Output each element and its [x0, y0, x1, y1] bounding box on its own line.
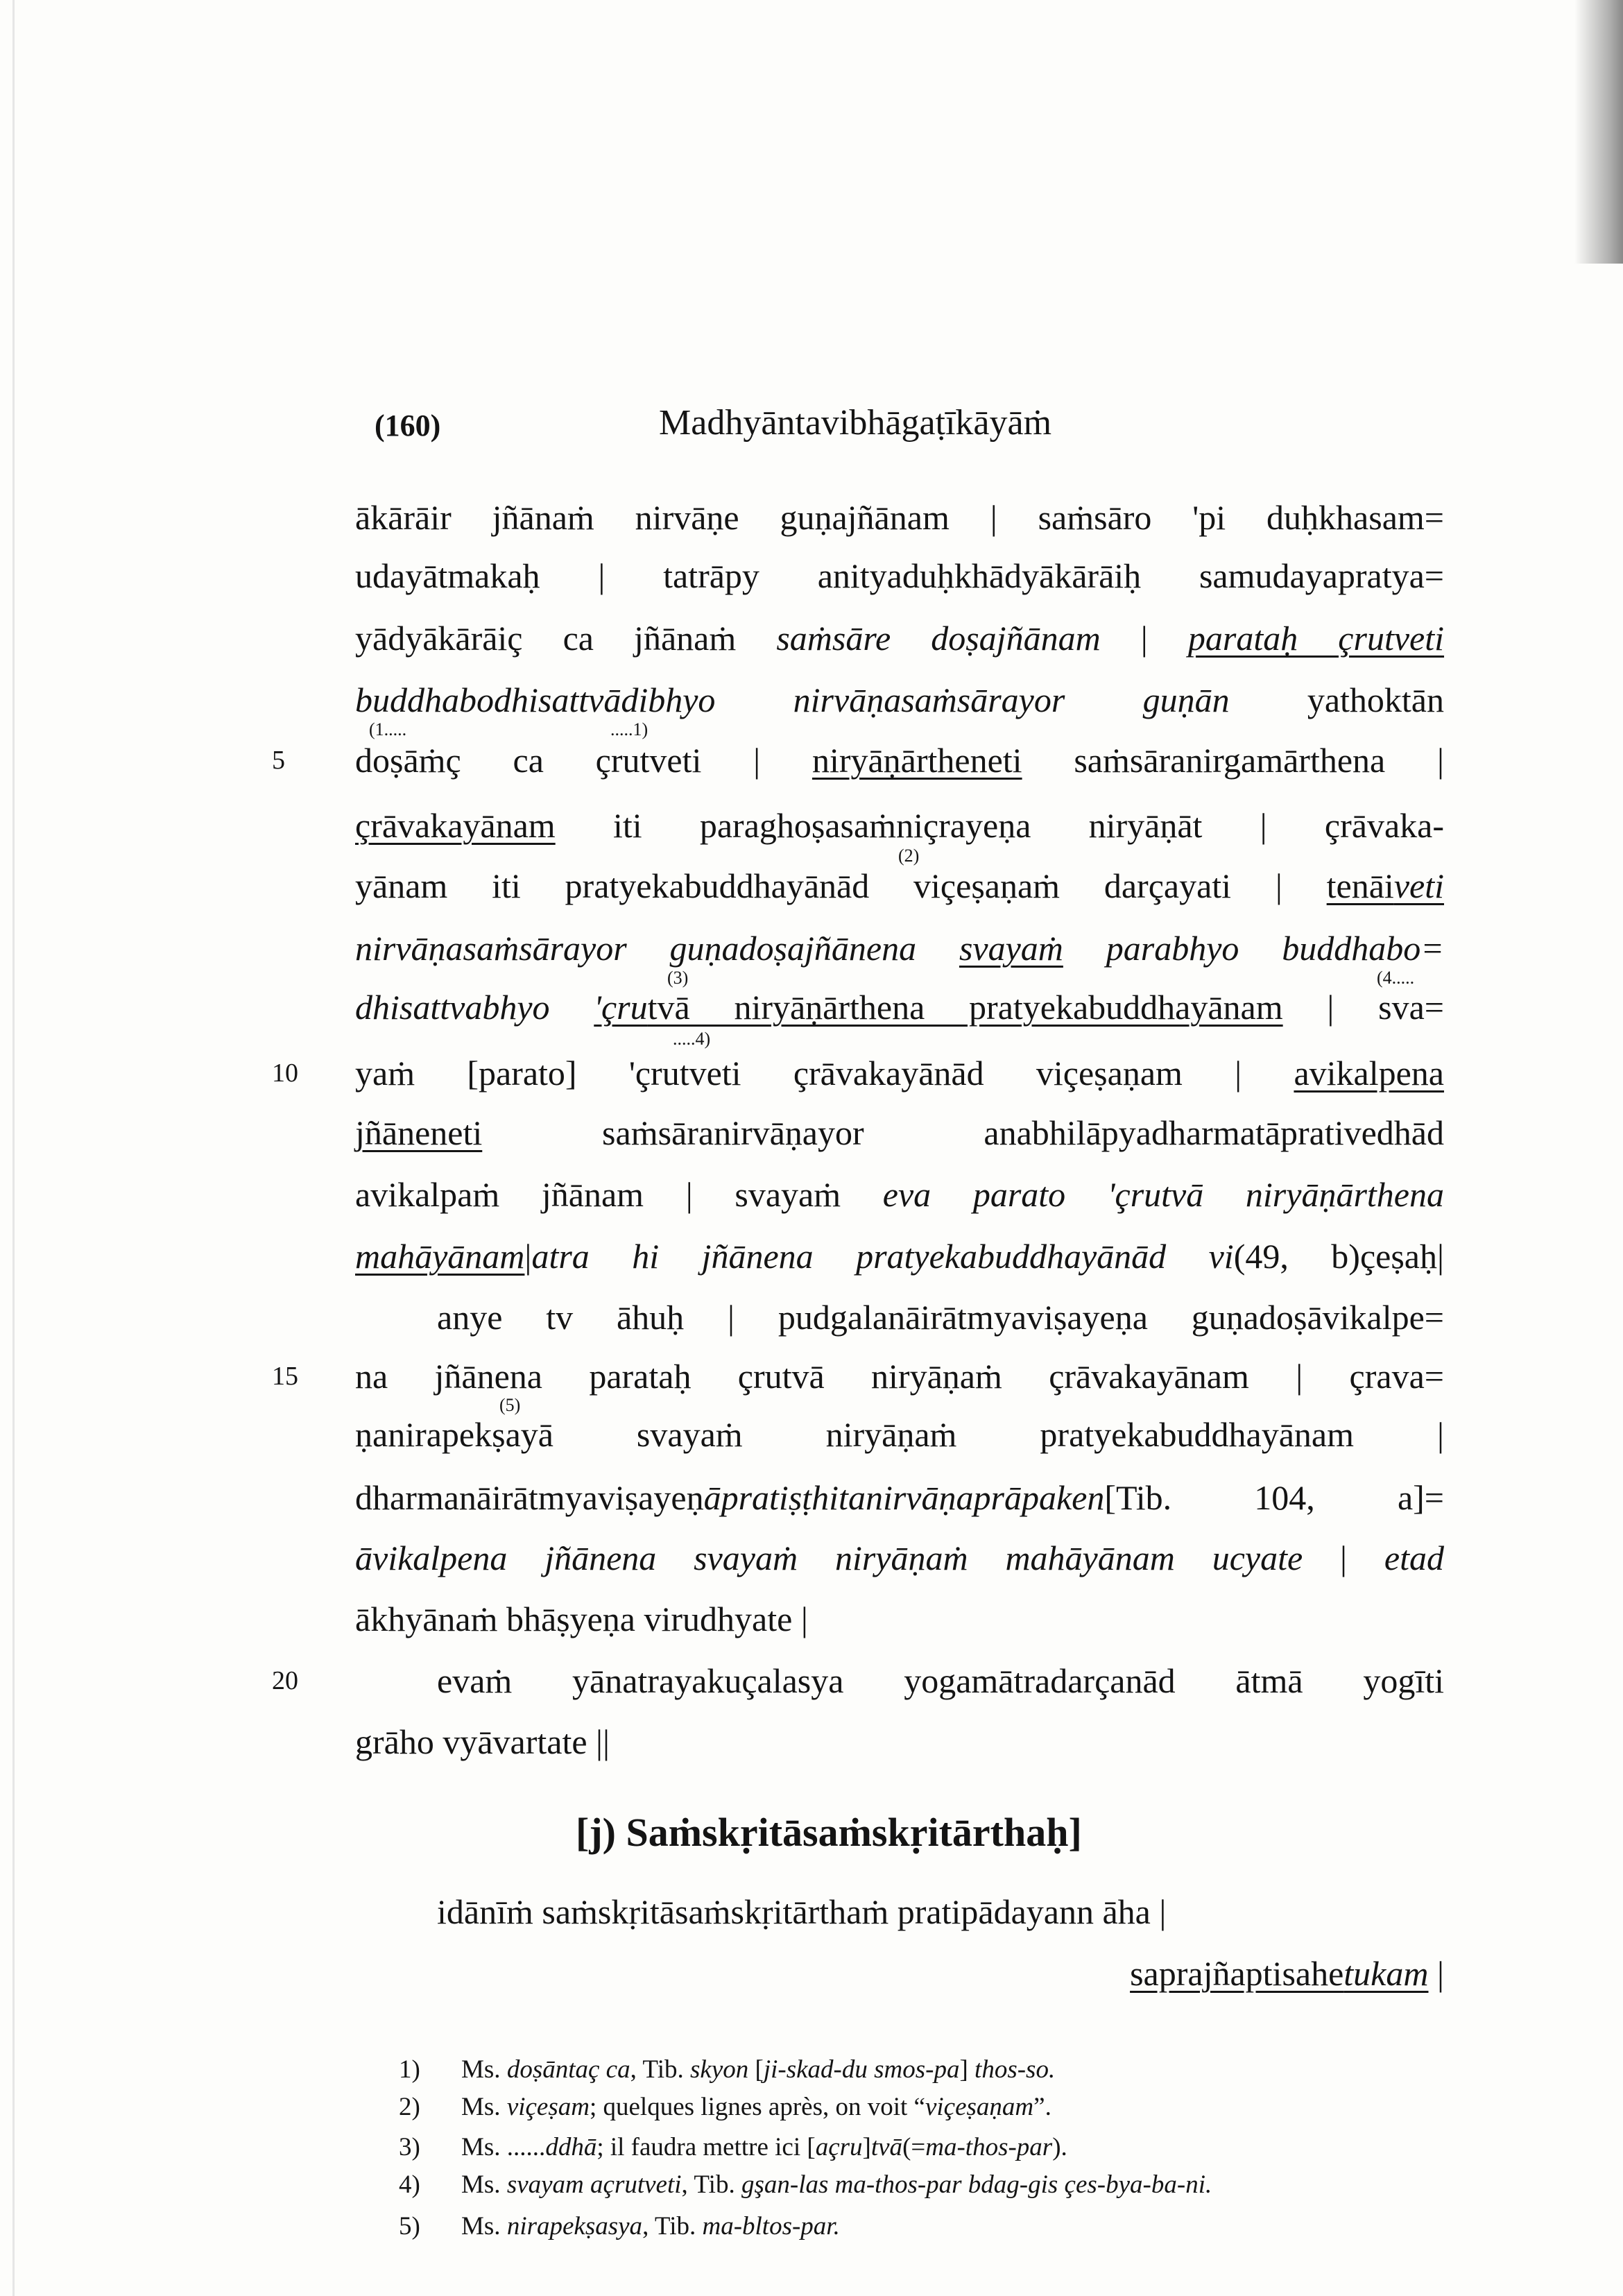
text-segment: yādyākārāiç ca jñānaṁ [355, 619, 777, 658]
italic-text: āpratiṣṭhitanirvāṇaprāpaken [703, 1478, 1105, 1517]
footnote [399, 2092, 1051, 2123]
italic-text: buddhabodhisattvādibhyo nirvāṇasaṁsārayor guṇān [355, 680, 1230, 719]
underlined-text: çrāvakayānam [355, 806, 556, 845]
text-line [437, 1894, 1444, 1930]
text-segment: ākhyānaṁ bhāṣyeṇa virudhyate | [355, 1600, 808, 1638]
text-segment: yathoktān [1229, 680, 1444, 719]
footnote [399, 2211, 840, 2242]
text-segment: (= [902, 2133, 926, 2161]
footnote [399, 2055, 1055, 2085]
text-segment: grāho vyāvartate || [355, 1722, 610, 1761]
text-line [355, 742, 1444, 778]
italic-text: āvikalpena jñānena svayaṁ niryāṇaṁ mahāyānam ucyate [355, 1539, 1303, 1577]
underlined-text: tukam [1343, 1954, 1429, 1993]
text-segment: Ms. [461, 2055, 507, 2084]
text-segment: , Tib. [630, 2055, 691, 2084]
text-segment: | sva= [1282, 988, 1444, 1027]
line-number: 20 [272, 1666, 298, 1695]
text-line [355, 1238, 1444, 1274]
line-number: 15 [272, 1362, 298, 1391]
text-segment: | [1428, 1954, 1444, 1993]
text-segment: | [1303, 1539, 1384, 1577]
text-segment: ”. [1033, 2093, 1051, 2121]
verse-line [355, 1955, 1444, 1991]
text-line [437, 1663, 1444, 1699]
text-segment: doṣāṁç ca çrutveti | [355, 741, 812, 780]
text-segment: ṇanirapekṣayā svayaṁ niryāṇaṁ pratyekabuddhayānam | [355, 1415, 1444, 1454]
text-segment: , Tib. [642, 2212, 703, 2241]
italic-text: nirvāṇasaṁsārayor guṇadoṣajñānena [355, 929, 959, 968]
underlined-text: veti [1393, 866, 1444, 905]
text-line [437, 1299, 1444, 1335]
text-line [355, 1176, 1444, 1213]
text-line [355, 1416, 1444, 1453]
page-edge [12, 0, 15, 2296]
text-line [355, 1055, 1444, 1091]
text-segment: idānīṁ saṁskṛitāsaṁskṛitārthaṁ pratipādayann āha | [437, 1892, 1167, 1931]
italic-text: atra hi jñānena pratyekabuddhayānād vi [531, 1237, 1234, 1276]
text-segment: ). [1052, 2133, 1067, 2161]
italic-text: ma-bltos-par. [702, 2212, 840, 2241]
text-line [355, 558, 1444, 594]
italic-text: svayam açrutveti [506, 2170, 682, 2199]
text-line [355, 620, 1444, 656]
text-line [355, 1601, 1444, 1637]
text-segment: yaṁ [parato] 'çrutveti çrāvakayānād viçeṣaṇam | [355, 1054, 1294, 1093]
underlined-text: niryāṇārtheneti [812, 741, 1022, 780]
footnote-number: 3) [399, 2133, 420, 2161]
text-line [355, 1115, 1444, 1151]
text-segment: dharmanāirātmyaviṣayeṇ [355, 1478, 704, 1517]
text-line [355, 807, 1444, 843]
text-segment: udayātmakaḥ | tatrāpy anityaduḥkhādyākārāiḥ samudayapratya= [355, 556, 1444, 595]
text-line [355, 499, 1444, 536]
italic-text: tvā [870, 2133, 903, 2161]
text-segment: , Tib. [681, 2170, 741, 2199]
page-number: (160) [375, 409, 441, 443]
text-segment: Ms. [461, 2170, 507, 2199]
italic-text: viçeṣam [506, 2093, 590, 2121]
text-line [355, 1724, 1444, 1760]
section-heading: [j) Saṁskṛitāsaṁskṛitārthaḥ] [576, 1810, 1082, 1855]
footnote-marker: .....1) [610, 719, 649, 739]
italic-text: eva parato 'çrutvā niryāṇārthena [882, 1175, 1444, 1214]
line-number: 10 [272, 1059, 298, 1088]
footnote-number: 1) [399, 2055, 420, 2084]
text-segment: na jñānena parataḥ çrutvā niryāṇaṁ çrāvakayānam | çrava= [355, 1357, 1444, 1396]
text-segment: iti paraghoṣasaṁniçrayeṇa niryāṇāt | çrāvaka- [555, 806, 1444, 845]
underlined-text: parataḥ çrutveti [1187, 619, 1445, 658]
underlined-text: tvā niryāṇārthena pratyekabuddhayānam [647, 988, 1283, 1027]
text-segment: | [1100, 619, 1188, 658]
italic-text: ji-skad-du smos-pa [763, 2055, 960, 2084]
line-number: 5 [272, 746, 285, 775]
italic-text: ma-thos-par [925, 2133, 1053, 2161]
text-segment: ākārāir jñānaṁ nirvāṇe guṇajñānam | saṁsāro 'pi duḥkhasam= [355, 498, 1444, 537]
underlined-text: saprajñaptisahe [1130, 1954, 1344, 1993]
text-segment: ; quelques lignes après, on voit “ [589, 2093, 925, 2121]
footnote-marker: (5) [499, 1395, 521, 1415]
underlined-text: tenāi [1326, 866, 1394, 905]
footnote [399, 2170, 1212, 2200]
italic-text: gşan-las ma-thos-par bdag-gis çes-bya-ba-ni. [741, 2170, 1212, 2199]
underlined-text: 'çru [594, 988, 648, 1027]
italic-text: skyon [690, 2055, 749, 2084]
italic-text: viçeṣaṇam [925, 2093, 1034, 2121]
text-segment: avikalpaṁ jñānam | svayaṁ [355, 1175, 883, 1214]
text-segment: evaṁ yānatrayakuçalasya yogamātradarçanād ātmā yogīti [437, 1661, 1444, 1700]
underlined-text: avikalpena [1294, 1054, 1444, 1093]
text-segment: saṁsāranirvāṇayor anabhilāpyadharmatāprativedhād [482, 1113, 1444, 1152]
italic-text: saṁsāre doṣajñānam [776, 619, 1101, 658]
italic-text: doṣāntaç ca [506, 2055, 630, 2084]
italic-text: parabhyo buddhabo= [1063, 929, 1444, 968]
underlined-text: mahāyānam [355, 1237, 525, 1276]
text-segment: yānam iti pratyekabuddhayānād viçeṣaṇaṁ darçayati | [355, 866, 1327, 905]
footnote-marker: (3) [667, 968, 689, 988]
text-line [355, 989, 1444, 1025]
text-segment: anye tv āhuḥ | pudgalanāirātmyaviṣayeṇa guṇadoṣāvikalpe= [437, 1298, 1444, 1337]
text-segment: ; il faudra mettre ici [ [596, 2133, 816, 2161]
underlined-text: jñāneneti [355, 1113, 483, 1152]
text-segment: ] [862, 2133, 871, 2161]
footnote-marker: .....4) [673, 1029, 711, 1049]
text-line [355, 868, 1444, 904]
underlined-text: svayaṁ [959, 929, 1063, 968]
footnote-marker: (4..... [1377, 968, 1415, 988]
page-curl-shadow [1574, 0, 1623, 264]
text-line [355, 930, 1444, 966]
text-segment: [Tib. 104, a]= [1104, 1478, 1444, 1517]
text-segment: Ms. ...... [461, 2133, 546, 2161]
running-title: Madhyāntavibhāgaṭīkāyāṁ [659, 403, 1052, 443]
text-segment: | [524, 1237, 532, 1276]
text-segment: Ms. [461, 2093, 507, 2121]
italic-text: etad [1384, 1539, 1444, 1577]
text-segment: saṁsāranirgamārthena | [1022, 741, 1445, 780]
italic-text: nirapekṣasya [506, 2212, 643, 2241]
footnote-number: 2) [399, 2093, 420, 2121]
text-segment: ] [959, 2055, 975, 2084]
text-segment: Ms. [461, 2212, 507, 2241]
text-line [355, 682, 1444, 718]
text-segment: [ [748, 2055, 764, 2084]
text-line [355, 1480, 1444, 1516]
text-line [355, 1540, 1444, 1576]
footnote-marker: (1..... [369, 719, 407, 739]
text-segment: (49, b)çeṣaḥ| [1233, 1237, 1444, 1276]
footnote [399, 2132, 1067, 2163]
footnote-marker: (2) [898, 846, 920, 866]
italic-text: dhisattvabhyo [355, 988, 594, 1027]
italic-text: thos-so. [974, 2055, 1056, 2084]
footnote-number: 5) [399, 2212, 420, 2241]
footnote-number: 4) [399, 2170, 420, 2199]
italic-text: açru [815, 2133, 863, 2161]
italic-text: ddhā [545, 2133, 597, 2161]
text-line [355, 1358, 1444, 1394]
